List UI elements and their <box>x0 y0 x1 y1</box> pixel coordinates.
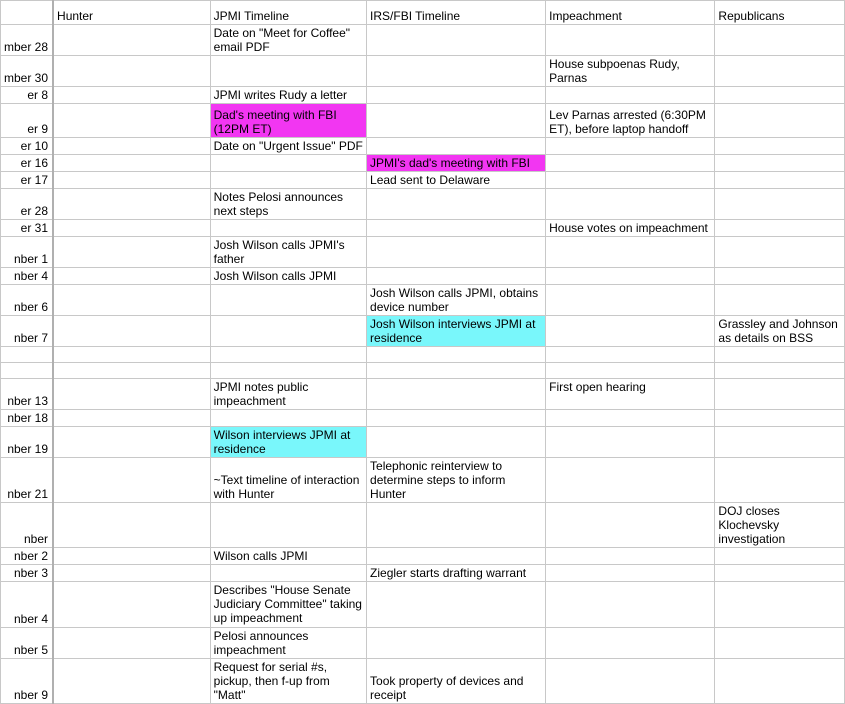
table-row <box>1 25 845 56</box>
republicans-cell[interactable] <box>715 285 845 316</box>
jpmi-cell[interactable] <box>210 565 366 582</box>
impeachment-cell[interactable] <box>546 582 715 628</box>
republicans-cell[interactable] <box>715 582 845 628</box>
hunter-cell[interactable] <box>53 565 210 582</box>
jpmi-cell[interactable]: Dad's meeting with FBI (12PM ET) <box>210 104 366 138</box>
irs-fbi-cell[interactable] <box>367 379 546 410</box>
date-cell[interactable]: er 10 <box>1 138 54 155</box>
header-hunter[interactable]: Hunter <box>53 1 210 25</box>
republicans-cell[interactable] <box>715 237 845 268</box>
impeachment-cell[interactable]: First open hearing <box>546 379 715 410</box>
impeachment-cell[interactable] <box>546 503 715 548</box>
irs-fbi-cell[interactable] <box>367 25 546 56</box>
impeachment-cell[interactable]: House subpoenas Rudy, Parnas <box>546 56 715 87</box>
republicans-cell[interactable] <box>715 565 845 582</box>
impeachment-cell[interactable] <box>546 628 715 659</box>
irs-fbi-cell[interactable] <box>367 189 546 220</box>
hunter-cell[interactable] <box>53 379 210 410</box>
irs-fbi-cell[interactable]: Telephonic reinterview to determine steps to inform Hunter <box>367 458 546 503</box>
impeachment-cell[interactable] <box>546 659 715 704</box>
date-cell[interactable]: nber 18 <box>1 410 54 427</box>
table-row <box>1 379 845 410</box>
table-row <box>1 104 845 138</box>
impeachment-cell[interactable] <box>546 410 715 427</box>
table-row <box>1 316 845 347</box>
impeachment-cell[interactable] <box>546 565 715 582</box>
header-impeachment[interactable]: Impeachment <box>546 1 715 25</box>
hunter-cell[interactable] <box>53 410 210 427</box>
table-row <box>1 155 845 172</box>
jpmi-cell[interactable]: Request for serial #s, pickup, then f-up from "Matt" <box>210 659 366 704</box>
irs-fbi-cell[interactable] <box>367 363 546 379</box>
republicans-cell[interactable] <box>715 268 845 285</box>
jpmi-cell[interactable]: Date on "Urgent Issue" PDF <box>210 138 366 155</box>
hunter-cell[interactable] <box>53 316 210 347</box>
republicans-cell[interactable] <box>715 427 845 458</box>
table-row <box>1 237 845 268</box>
jpmi-cell[interactable] <box>210 56 366 87</box>
jpmi-cell[interactable]: Wilson calls JPMI <box>210 548 366 565</box>
republicans-cell[interactable] <box>715 458 845 503</box>
table-row <box>1 410 845 427</box>
date-cell[interactable]: nber 13 <box>1 379 54 410</box>
impeachment-cell[interactable] <box>546 237 715 268</box>
date-cell[interactable]: nber 4 <box>1 268 54 285</box>
irs-fbi-cell[interactable] <box>367 268 546 285</box>
jpmi-cell[interactable]: JPMI notes public impeachment <box>210 379 366 410</box>
impeachment-cell[interactable] <box>546 155 715 172</box>
irs-fbi-cell[interactable] <box>367 582 546 628</box>
table-row <box>1 548 845 565</box>
date-cell[interactable]: er 16 <box>1 155 54 172</box>
date-cell[interactable]: nber 6 <box>1 285 54 316</box>
hunter-cell[interactable] <box>53 220 210 237</box>
table-row <box>1 659 845 704</box>
impeachment-cell[interactable] <box>546 172 715 189</box>
table-row <box>1 87 845 104</box>
date-cell[interactable]: nber 19 <box>1 427 54 458</box>
jpmi-cell[interactable]: Notes Pelosi announces next steps <box>210 189 366 220</box>
irs-fbi-cell[interactable] <box>367 138 546 155</box>
table-row <box>1 268 845 285</box>
hunter-cell[interactable] <box>53 87 210 104</box>
table-row <box>1 347 845 363</box>
date-cell[interactable]: er 8 <box>1 87 54 104</box>
hunter-cell[interactable] <box>53 56 210 87</box>
date-cell[interactable]: er 17 <box>1 172 54 189</box>
impeachment-cell[interactable] <box>546 25 715 56</box>
header-date[interactable] <box>1 1 54 25</box>
hunter-cell[interactable] <box>53 427 210 458</box>
impeachment-cell[interactable] <box>546 87 715 104</box>
republicans-cell[interactable] <box>715 155 845 172</box>
date-cell[interactable] <box>1 363 54 379</box>
hunter-cell[interactable] <box>53 237 210 268</box>
jpmi-cell[interactable]: Josh Wilson calls JPMI's father <box>210 237 366 268</box>
impeachment-cell[interactable] <box>546 363 715 379</box>
table-row <box>1 582 845 628</box>
header-irs-fbi[interactable]: IRS/FBI Timeline <box>367 1 546 25</box>
republicans-cell[interactable] <box>715 410 845 427</box>
table-row <box>1 285 845 316</box>
republicans-cell[interactable] <box>715 659 845 704</box>
impeachment-cell[interactable] <box>546 458 715 503</box>
republicans-cell[interactable] <box>715 220 845 237</box>
table-row <box>1 220 845 237</box>
hunter-cell[interactable] <box>53 25 210 56</box>
republicans-cell[interactable] <box>715 56 845 87</box>
date-cell[interactable] <box>1 347 54 363</box>
republicans-cell[interactable] <box>715 548 845 565</box>
republicans-cell[interactable] <box>715 363 845 379</box>
date-cell[interactable]: nber <box>1 503 54 548</box>
republicans-cell[interactable] <box>715 87 845 104</box>
hunter-cell[interactable] <box>53 659 210 704</box>
date-cell[interactable]: nber 4 <box>1 582 54 628</box>
irs-fbi-cell[interactable]: Josh Wilson interviews JPMI at residence <box>367 316 546 347</box>
irs-fbi-cell[interactable] <box>367 220 546 237</box>
irs-fbi-cell[interactable] <box>367 87 546 104</box>
republicans-cell[interactable] <box>715 25 845 56</box>
table-row <box>1 565 845 582</box>
jpmi-cell[interactable] <box>210 363 366 379</box>
jpmi-cell[interactable]: JPMI writes Rudy a letter <box>210 87 366 104</box>
irs-fbi-cell[interactable] <box>367 237 546 268</box>
hunter-cell[interactable] <box>53 458 210 503</box>
republicans-cell[interactable] <box>715 138 845 155</box>
irs-fbi-cell[interactable] <box>367 628 546 659</box>
jpmi-cell[interactable] <box>210 503 366 548</box>
republicans-cell[interactable] <box>715 379 845 410</box>
date-cell[interactable]: nber 2 <box>1 548 54 565</box>
table-row <box>1 189 845 220</box>
irs-fbi-cell[interactable] <box>367 503 546 548</box>
header-row <box>1 1 845 25</box>
date-cell[interactable]: mber 30 <box>1 56 54 87</box>
date-cell[interactable]: er 28 <box>1 189 54 220</box>
jpmi-cell[interactable] <box>210 410 366 427</box>
jpmi-cell[interactable] <box>210 347 366 363</box>
irs-fbi-cell[interactable] <box>367 427 546 458</box>
irs-fbi-cell[interactable] <box>367 548 546 565</box>
irs-fbi-cell[interactable]: Ziegler starts drafting warrant <box>367 565 546 582</box>
impeachment-cell[interactable] <box>546 316 715 347</box>
date-cell[interactable]: nber 3 <box>1 565 54 582</box>
jpmi-cell[interactable]: Describes "House Senate Judiciary Committee" taking up impeachment <box>210 582 366 628</box>
date-cell[interactable]: mber 28 <box>1 25 54 56</box>
jpmi-cell[interactable]: Wilson interviews JPMI at residence <box>210 427 366 458</box>
hunter-cell[interactable] <box>53 268 210 285</box>
republicans-cell[interactable] <box>715 628 845 659</box>
hunter-cell[interactable] <box>53 285 210 316</box>
irs-fbi-cell[interactable]: Lead sent to Delaware <box>367 172 546 189</box>
hunter-cell[interactable] <box>53 189 210 220</box>
table-row <box>1 172 845 189</box>
jpmi-cell[interactable] <box>210 285 366 316</box>
hunter-cell[interactable] <box>53 582 210 628</box>
irs-fbi-cell[interactable] <box>367 410 546 427</box>
jpmi-cell[interactable]: Date on "Meet for Coffee" email PDF <box>210 25 366 56</box>
impeachment-cell[interactable] <box>546 548 715 565</box>
date-cell[interactable]: nber 5 <box>1 628 54 659</box>
hunter-cell[interactable] <box>53 172 210 189</box>
table-row <box>1 503 845 548</box>
impeachment-cell[interactable] <box>546 285 715 316</box>
irs-fbi-cell[interactable]: Took property of devices and receipt <box>367 659 546 704</box>
impeachment-cell[interactable] <box>546 347 715 363</box>
hunter-cell[interactable] <box>53 363 210 379</box>
date-cell[interactable]: nber 9 <box>1 659 54 704</box>
table-row <box>1 363 845 379</box>
impeachment-cell[interactable]: House votes on impeachment <box>546 220 715 237</box>
republicans-cell[interactable]: DOJ closes Klochevsky investigation <box>715 503 845 548</box>
jpmi-cell[interactable]: Josh Wilson calls JPMI <box>210 268 366 285</box>
table-row <box>1 628 845 659</box>
republicans-cell[interactable] <box>715 172 845 189</box>
date-cell[interactable]: nber 1 <box>1 237 54 268</box>
irs-fbi-cell[interactable] <box>367 347 546 363</box>
table-row <box>1 458 845 503</box>
date-cell[interactable]: er 9 <box>1 104 54 138</box>
irs-fbi-cell[interactable]: Josh Wilson calls JPMI, obtains device number <box>367 285 546 316</box>
jpmi-cell[interactable]: Pelosi announces impeachment <box>210 628 366 659</box>
hunter-cell[interactable] <box>53 503 210 548</box>
table-row <box>1 56 845 87</box>
irs-fbi-cell[interactable] <box>367 56 546 87</box>
jpmi-cell[interactable] <box>210 172 366 189</box>
republicans-cell[interactable] <box>715 189 845 220</box>
impeachment-cell[interactable] <box>546 268 715 285</box>
table-row <box>1 138 845 155</box>
jpmi-cell[interactable] <box>210 155 366 172</box>
republicans-cell[interactable] <box>715 104 845 138</box>
header-republicans[interactable]: Republicans <box>715 1 845 25</box>
hunter-cell[interactable] <box>53 138 210 155</box>
date-cell[interactable]: er 31 <box>1 220 54 237</box>
jpmi-cell[interactable]: ~Text timeline of interaction with Hunter <box>210 458 366 503</box>
impeachment-cell[interactable]: Lev Parnas arrested (6:30PM ET), before laptop handoff <box>546 104 715 138</box>
date-cell[interactable]: nber 7 <box>1 316 54 347</box>
impeachment-cell[interactable] <box>546 138 715 155</box>
jpmi-cell[interactable] <box>210 316 366 347</box>
hunter-cell[interactable] <box>53 104 210 138</box>
irs-fbi-cell[interactable]: JPMI's dad's meeting with FBI <box>367 155 546 172</box>
impeachment-cell[interactable] <box>546 427 715 458</box>
table-row <box>1 427 845 458</box>
header-jpmi[interactable]: JPMI Timeline <box>210 1 366 25</box>
irs-fbi-cell[interactable] <box>367 104 546 138</box>
hunter-cell[interactable] <box>53 155 210 172</box>
jpmi-cell[interactable] <box>210 220 366 237</box>
republicans-cell[interactable]: Grassley and Johnson as details on BSS <box>715 316 845 347</box>
date-cell[interactable]: nber 21 <box>1 458 54 503</box>
hunter-cell[interactable] <box>53 548 210 565</box>
hunter-cell[interactable] <box>53 347 210 363</box>
impeachment-cell[interactable] <box>546 189 715 220</box>
hunter-cell[interactable] <box>53 628 210 659</box>
republicans-cell[interactable] <box>715 347 845 363</box>
